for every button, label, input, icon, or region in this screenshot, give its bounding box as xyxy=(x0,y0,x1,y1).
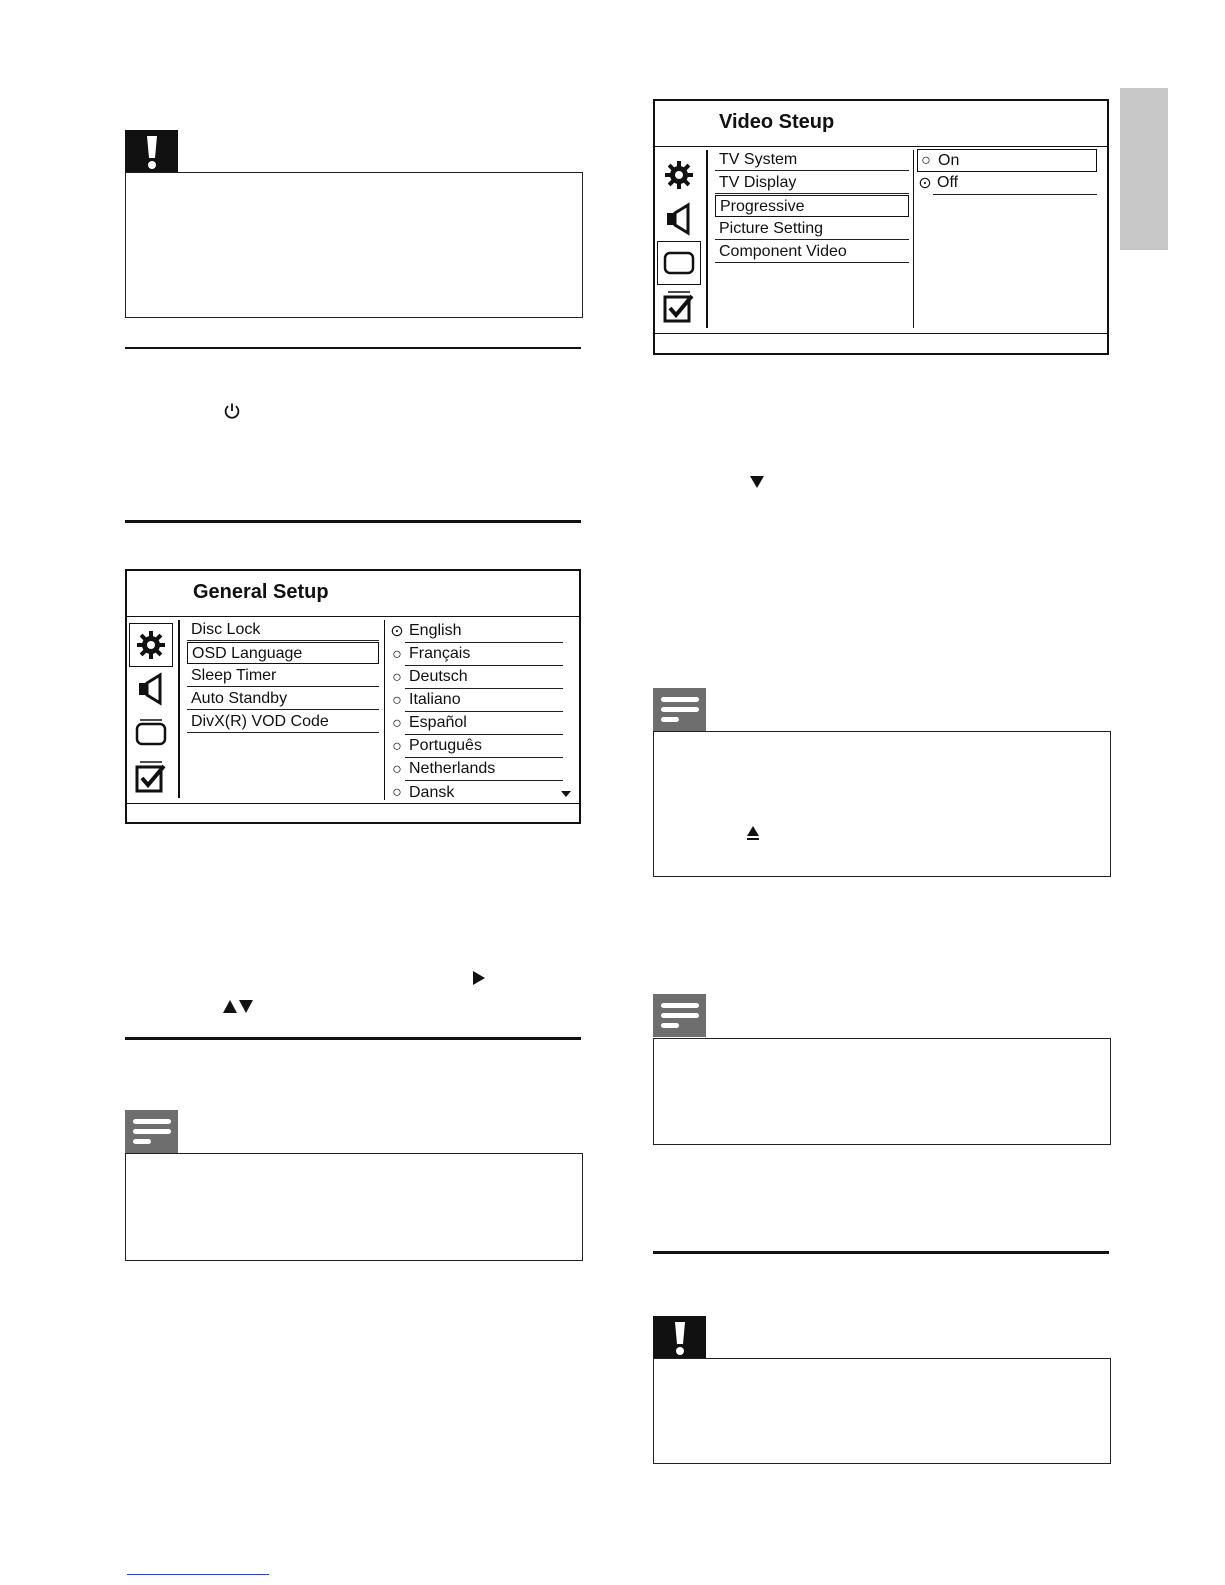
menu-header-divider xyxy=(127,616,579,617)
menu-column-divider xyxy=(178,620,180,798)
screen-icon xyxy=(662,248,696,278)
option-dansk[interactable]: ○ Dansk xyxy=(389,781,563,804)
section-divider xyxy=(653,1251,1109,1254)
video-setup-menu xyxy=(653,99,1109,355)
scroll-down-icon[interactable] xyxy=(561,791,571,797)
radio-selected-icon: ⊙ xyxy=(918,174,932,192)
radio-icon: ○ xyxy=(392,645,402,663)
menu-item-sleep-timer[interactable]: Sleep Timer xyxy=(187,665,379,687)
caution-badge xyxy=(653,1316,706,1359)
right-triangle-icon xyxy=(473,971,485,985)
note-badge xyxy=(653,688,706,731)
note-icon xyxy=(133,1119,171,1145)
general-menu-list xyxy=(187,619,379,733)
eject-icon xyxy=(747,826,759,841)
note-box xyxy=(125,1153,583,1261)
option-portugues[interactable]: ○ Português xyxy=(389,735,563,758)
note-badge xyxy=(125,1110,178,1153)
radio-icon: ○ xyxy=(392,783,402,801)
preference-category-tab[interactable] xyxy=(657,285,701,329)
video-category-tab[interactable] xyxy=(657,241,701,285)
general-setup-menu xyxy=(125,569,581,824)
radio-icon: ○ xyxy=(392,691,402,709)
menu-item-auto-standby[interactable]: Auto Standby xyxy=(187,688,379,710)
section-divider xyxy=(125,520,581,523)
menu-footer-divider xyxy=(127,803,579,804)
gear-icon xyxy=(136,630,166,660)
checkbox-icon xyxy=(134,760,168,794)
section-divider xyxy=(125,347,581,349)
general-category-tab[interactable] xyxy=(657,153,701,197)
caution-icon xyxy=(145,134,159,170)
menu-footer-divider xyxy=(655,333,1107,334)
menu-header-divider xyxy=(655,146,1107,147)
footer-link-underline[interactable] xyxy=(127,1574,269,1575)
speaker-icon xyxy=(664,202,694,236)
radio-icon: ○ xyxy=(921,151,931,169)
option-english[interactable]: ⊙ English xyxy=(389,620,563,643)
option-on[interactable]: ○ On xyxy=(917,149,1097,172)
menu-item-picture-setting[interactable]: Picture Setting xyxy=(715,218,909,240)
radio-icon: ○ xyxy=(392,737,402,755)
option-netherlands[interactable]: ○ Netherlands xyxy=(389,758,563,781)
down-triangle-icon xyxy=(750,476,764,488)
category-icon-column xyxy=(129,623,177,803)
gear-icon xyxy=(664,160,694,190)
section-divider xyxy=(125,1037,581,1040)
speaker-icon xyxy=(136,672,166,706)
option-espanol[interactable]: ○ Español xyxy=(389,712,563,735)
menu-item-tv-display[interactable]: TV Display xyxy=(715,172,909,194)
menu-item-disc-lock[interactable]: Disc Lock xyxy=(187,619,379,641)
radio-icon: ○ xyxy=(392,760,402,778)
radio-selected-icon: ⊙ xyxy=(390,622,404,640)
note-badge xyxy=(653,994,706,1037)
note-box xyxy=(653,1038,1111,1145)
power-icon xyxy=(223,402,241,420)
options-column-divider xyxy=(384,620,385,800)
menu-column-divider xyxy=(706,150,708,328)
audio-category-tab[interactable] xyxy=(129,667,173,711)
preference-category-tab[interactable] xyxy=(129,755,173,799)
side-thumb-tab xyxy=(1120,88,1168,250)
caution-box xyxy=(125,172,583,318)
option-italiano[interactable]: ○ Italiano xyxy=(389,689,563,712)
screen-icon xyxy=(134,718,168,748)
video-setup-title: Video Steup xyxy=(719,111,835,133)
video-category-tab[interactable] xyxy=(129,711,173,755)
menu-item-tv-system[interactable]: TV System xyxy=(715,149,909,171)
video-menu-list xyxy=(715,149,909,263)
language-options-list xyxy=(389,620,563,804)
radio-icon: ○ xyxy=(392,714,402,732)
option-deutsch[interactable]: ○ Deutsch xyxy=(389,666,563,689)
up-down-triangle-icon xyxy=(223,1000,253,1013)
audio-category-tab[interactable] xyxy=(657,197,701,241)
note-icon xyxy=(661,697,699,723)
checkbox-icon xyxy=(662,290,696,324)
category-icon-column xyxy=(657,153,705,333)
general-setup-title: General Setup xyxy=(193,581,329,603)
note-icon xyxy=(661,1003,699,1029)
options-column-divider xyxy=(913,150,914,328)
caution-badge xyxy=(125,130,178,173)
menu-item-progressive[interactable]: Progressive xyxy=(715,195,909,217)
menu-item-component-video[interactable]: Component Video xyxy=(715,241,909,263)
caution-icon xyxy=(673,1320,687,1356)
radio-icon: ○ xyxy=(392,668,402,686)
option-francais[interactable]: ○ Français xyxy=(389,643,563,666)
menu-item-divx-vod-code[interactable]: DivX(R) VOD Code xyxy=(187,711,379,733)
menu-item-osd-language[interactable]: OSD Language xyxy=(187,642,379,664)
option-off[interactable]: ⊙ Off xyxy=(917,172,1097,195)
general-category-tab[interactable] xyxy=(129,623,173,667)
caution-box xyxy=(653,1358,1111,1464)
progressive-options-list xyxy=(917,149,1097,195)
note-box xyxy=(653,731,1111,877)
